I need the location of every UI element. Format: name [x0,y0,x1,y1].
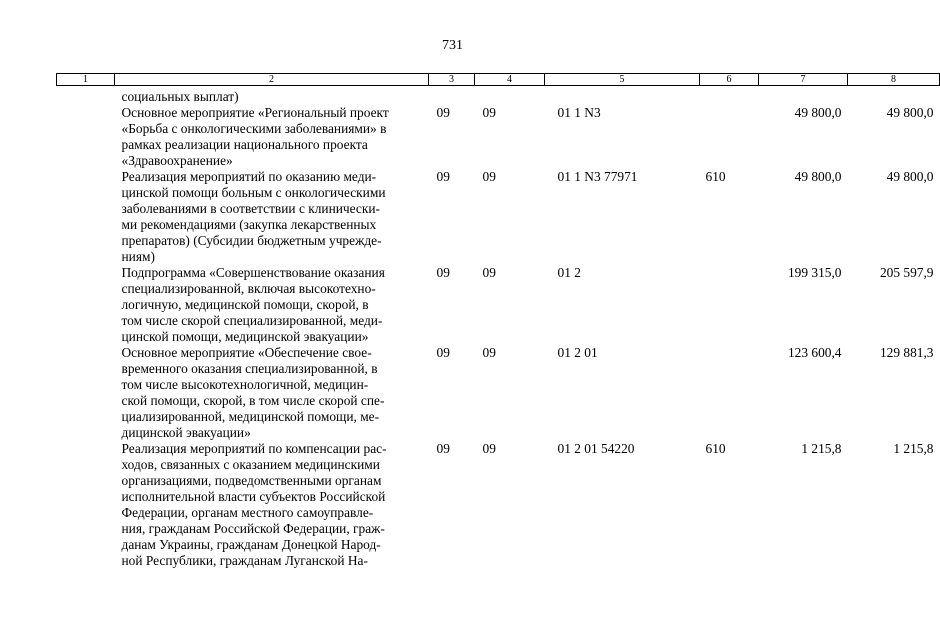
description-line: Федерации, органам местного самоуправле- [121,505,374,520]
section-code: 09 [436,441,450,456]
table-row [57,169,940,265]
description-line: ной Республики, гражданам Луганской На- [121,553,368,568]
row-number-cell [57,265,115,345]
amount-year-1: 123 600,4 [787,345,842,360]
subsection-code: 09 [482,441,496,456]
expense-type-code: 610 [705,441,726,456]
amount-year-1: 49 800,0 [794,169,842,184]
expense-type-code: 610 [705,169,726,184]
column-number-row [57,74,940,86]
description-line: том числе скорой специализированной, меди- [121,313,383,328]
section-code [429,86,475,106]
description-line: Реализация мероприятий по компенсации рас- [121,441,387,456]
expense-type-code [700,105,759,169]
target-article-code: 01 2 01 54220 [557,441,635,456]
table-body [57,86,940,570]
subsection-code: 09 [482,169,496,184]
description-line: исполнительной власти субъектов Российской [121,489,386,504]
target-article-code [545,86,700,106]
description-line: логичную, медицинской помощи, скорой, в [121,297,369,312]
column-number-7: 7 [759,74,848,86]
description-line: заболеваниями в соответствии с клинически- [121,201,381,216]
subsection-code: 09 [482,105,496,120]
description-line: временного оказания специализированной, в [121,361,378,376]
section-code: 09 [436,169,450,184]
description-line: «Борьба с онкологическими заболеваниями» в [121,121,387,136]
description-line: социальных выплат) [121,89,239,104]
amount-year-2: 49 800,0 [886,105,934,120]
description-line: ходов, связанных с оказанием медицинскими [121,457,380,472]
description-line: цинской помощи, медицинской эвакуации» [121,329,369,344]
budget-table [56,73,940,569]
description-line: специализированной, включая высокотехно- [121,281,376,296]
row-description [115,105,429,169]
row-number-cell [57,86,115,106]
section-code: 09 [436,345,450,360]
description-line: данам Украины, гражданам Донецкой Народ- [121,537,381,552]
expense-type-code [700,86,759,106]
budget-table-wrapper [56,73,934,569]
amount-year-2: 1 215,8 [893,441,934,456]
expense-type-code [700,265,759,345]
amount-year-2: 205 597,9 [879,265,934,280]
row-number-cell [57,345,115,441]
amount-year-2: 129 881,3 [879,345,934,360]
row-description [115,265,429,345]
description-line: Подпрограмма «Совершенствование оказания [121,265,385,280]
row-description [115,86,429,106]
subsection-code [475,86,545,106]
column-number-8: 8 [848,74,940,86]
table-row [57,265,940,345]
description-line: ми рекомендациями (закупка лекарственных [121,217,377,232]
table-row [57,86,940,106]
subsection-code: 09 [482,265,496,280]
column-number-1: 1 [57,74,115,86]
description-line: ниям) [121,249,155,264]
column-number-4: 4 [475,74,545,86]
amount-year-1: 1 215,8 [801,441,842,456]
column-number-2: 2 [115,74,429,86]
amount-year-1: 199 315,0 [787,265,842,280]
description-line: циализированной, медицинской помощи, ме- [121,409,380,424]
page-number: 731 [442,38,463,53]
description-line: ния, гражданам Российской Федерации, граж- [121,521,385,536]
table-row [57,345,940,441]
column-number-5: 5 [545,74,700,86]
target-article-code: 01 2 [557,265,581,280]
description-line: Основное мероприятие «Обеспечение свое- [121,345,372,360]
row-description [115,169,429,265]
table-header [57,74,940,86]
section-code: 09 [436,105,450,120]
description-line: цинской помощи больным с онкологическими [121,185,386,200]
row-description [115,345,429,441]
amount-year-1: 49 800,0 [794,105,842,120]
table-row [57,105,940,169]
section-code: 09 [436,265,450,280]
description-line: дицинской эвакуации» [121,425,251,440]
target-article-code: 01 1 N3 [557,105,601,120]
description-line: Реализация мероприятий по оказанию меди- [121,169,377,184]
amount-year-1 [759,86,848,106]
expense-type-code [700,345,759,441]
description-line: организациями, подведомственными органам [121,473,382,488]
amount-year-2 [848,86,940,106]
description-line: ской помощи, скорой, в том числе скорой спе- [121,393,385,408]
target-article-code: 01 1 N3 77971 [557,169,638,184]
description-line: Основное мероприятие «Региональный проект [121,105,389,120]
row-number-cell [57,105,115,169]
row-description [115,441,429,569]
column-number-3: 3 [429,74,475,86]
subsection-code: 09 [482,345,496,360]
table-row [57,441,940,569]
column-number-6: 6 [700,74,759,86]
description-line: «Здравоохранение» [121,153,233,168]
description-line: том числе высокотехнологичной, медицин- [121,377,369,392]
row-number-cell [57,441,115,569]
row-number-cell [57,169,115,265]
description-line: рамках реализации национального проекта [121,137,368,152]
target-article-code: 01 2 01 [557,345,598,360]
description-line: препаратов) (Субсидии бюджетным учрежде- [121,233,382,248]
amount-year-2: 49 800,0 [886,169,934,184]
